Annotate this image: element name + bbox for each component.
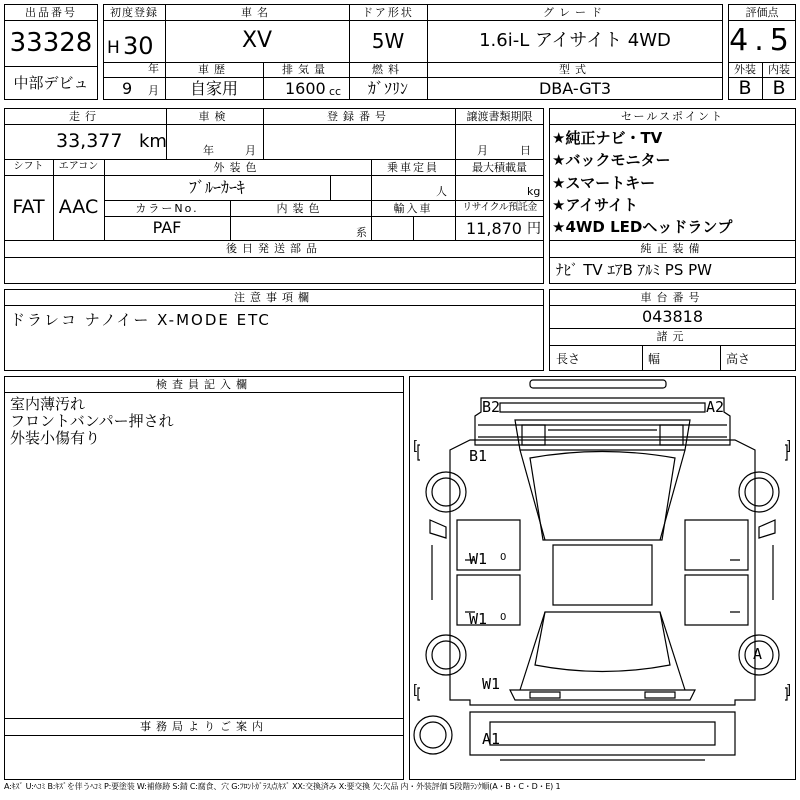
notes-label: 注意事項欄 <box>234 290 314 304</box>
first-reg-month-unit: 月 <box>148 84 159 97</box>
damage-legend: A:ｷｽﾞ U:ﾍｺﾐ B:ｷｽﾞを伴うﾍｺﾐ P:要塗装 W:補修跡 S:錆 C:腐食、穴 G:ﾌﾛﾝﾄｶﾞﾗｽ点ｷｽﾞ XX:交換済み X:要交換 欠:欠品 内・外装評価 5段階ﾗﾝｸ順(A・B・C・D・E) 1 <box>4 782 561 791</box>
mark-w1-rear-door: W1 <box>469 550 488 568</box>
roof-panel <box>553 545 652 605</box>
transfer-doc-label: 譲渡書類期限 <box>466 109 533 123</box>
dimensions-label: 諸元 <box>656 330 689 343</box>
tail-lights <box>522 425 683 445</box>
selling-point-1: ★純正ナビ・TV <box>552 129 663 147</box>
bracket-right-front: ] <box>786 683 792 698</box>
history-value: 自家用 <box>189 78 238 98</box>
inspector-label: 検査員記入欄 <box>156 377 252 391</box>
import-label: 輸入車 <box>393 201 433 215</box>
score-label: 評価点 <box>745 5 779 19</box>
mark-w1-fender: W1 <box>482 675 501 693</box>
rear-bumper-shape <box>475 398 730 445</box>
car-diagram-svg <box>409 376 796 780</box>
mileage-label: 走行 <box>69 109 101 123</box>
body-outline <box>450 440 755 705</box>
dimensions-width: 幅 <box>648 352 661 366</box>
mark-a-wheel: A <box>753 645 763 663</box>
dimensions-length: 長さ <box>556 352 581 366</box>
chassis-value: 043818 <box>641 306 704 326</box>
notes-value: ドラレコ ナノイー X-MODE ETC <box>10 311 271 329</box>
color-no-label: カラーNo. <box>135 201 199 215</box>
shift-value: FAT <box>12 196 45 218</box>
transfer-doc-day-unit: 日 <box>520 144 531 157</box>
selling-point-2: ★バックモニター <box>552 151 671 169</box>
mirrors <box>430 520 775 538</box>
model-code-value: DBA-GT3 <box>538 78 612 98</box>
mileage-value: 33,377 <box>56 130 123 152</box>
inspection-year-unit: 年 <box>203 144 214 157</box>
model-code-label: 型式 <box>559 63 591 76</box>
shift-label: シフト <box>13 161 44 172</box>
int-color-unit: 系 <box>356 226 367 239</box>
recycle-value: 11,870 <box>466 219 522 238</box>
capacity-label: 乗車定員 <box>387 160 439 174</box>
aircon-value: AAC <box>58 196 99 218</box>
exterior-score-label: 外装 <box>734 63 756 76</box>
mark-a1: A1 <box>482 730 501 748</box>
interior-score-label: 内装 <box>768 63 790 76</box>
selling-point-4: ★アイサイト <box>552 196 639 214</box>
grade-label: グレード <box>543 5 607 19</box>
inspector-line-3: 外装小傷有り <box>10 429 101 447</box>
office-label: 事務局よりご案内 <box>140 720 268 733</box>
first-reg-label: 初度登録 <box>110 5 158 19</box>
int-color-label: 内装色 <box>276 201 325 215</box>
genuine-equipment-label: 純正装備 <box>640 242 705 255</box>
dimensions-height: 高さ <box>726 352 751 366</box>
fuel-value: ｶﾞｿﾘﾝ <box>367 78 408 98</box>
windshield <box>535 612 670 672</box>
capacity-unit: 人 <box>436 185 447 198</box>
bracket-right-rear: ] <box>786 439 792 454</box>
headlights <box>530 692 675 698</box>
first-reg-year: 30 <box>123 32 154 60</box>
history-label: 車歴 <box>198 63 230 76</box>
inspection-label: 車検 <box>198 109 231 123</box>
recycle-unit: 円 <box>527 221 541 237</box>
car-name-label: 車名 <box>241 5 273 19</box>
rear-glass <box>530 452 675 541</box>
zero-mark-2: 0 <box>500 612 507 623</box>
ext-color-label: 外装色 <box>213 160 262 174</box>
first-reg-era: H <box>107 38 120 58</box>
max-load-label: 最大積載量 <box>472 160 527 174</box>
displacement-label: 排気量 <box>282 63 330 76</box>
recycle-label: リサイクル預託金 <box>462 202 537 213</box>
displacement-unit: cc <box>329 85 342 98</box>
selling-point-3: ★スマートキー <box>552 174 656 192</box>
selling-point-5: ★4WD LEDヘッドランプ <box>552 218 733 236</box>
mileage-unit: km <box>139 131 167 152</box>
aircon-label: エアコン <box>58 161 99 172</box>
selling-points-label: セールスポイント <box>620 109 724 123</box>
bracket-left-rear: [ <box>413 439 419 454</box>
zero-mark-1: 0 <box>500 552 507 563</box>
exterior-score: B <box>738 77 752 99</box>
top-trim-shape <box>530 380 666 388</box>
transfer-doc-month-unit: 月 <box>477 144 488 157</box>
later-parts-label: 後日発送部品 <box>226 242 322 255</box>
reg-number-label: 登録番号 <box>327 109 391 123</box>
debut-label: 中部デビュ <box>13 73 89 92</box>
max-load-unit: kg <box>527 185 541 198</box>
mark-b2: B2 <box>482 398 501 416</box>
car-name-value: XV <box>241 28 273 53</box>
right-handles <box>730 560 740 612</box>
ext-color-value: ﾌﾞﾙｰｶｰｷ <box>188 177 245 197</box>
first-reg-month: 9 <box>122 79 133 98</box>
front-bumper-shape <box>470 712 735 755</box>
score-value: 4.5 <box>729 23 795 58</box>
door-value: 5W <box>371 29 405 53</box>
door-label: ドア形状 <box>362 5 414 19</box>
displacement-value: 1600 <box>285 79 326 98</box>
bracket-left-front: [ <box>413 683 419 698</box>
lot-label: 出品番号 <box>25 5 77 19</box>
first-reg-year-unit: 年 <box>148 62 159 75</box>
right-doors <box>685 520 748 625</box>
interior-score: B <box>772 77 786 99</box>
mark-w1-front-door: W1 <box>469 610 488 628</box>
left-doors <box>457 520 520 628</box>
grade-value: 1.6i-L アイサイト 4WD <box>479 30 671 51</box>
color-no-value: PAF <box>152 218 182 237</box>
inspector-line-1: 室内薄汚れ <box>10 395 86 413</box>
pillars <box>520 450 685 690</box>
rear-bumper-lines <box>478 425 727 437</box>
lot-number: 33328 <box>9 28 93 58</box>
genuine-equipment-value: ﾅﾋﾞ TV ｴｱB ｱﾙﾐ PS PW <box>556 261 712 279</box>
damage-diagram <box>409 376 796 780</box>
chassis-label: 車台番号 <box>640 290 705 304</box>
mark-b1: B1 <box>469 447 488 465</box>
mark-a2: A2 <box>706 398 725 416</box>
fuel-label: 燃料 <box>372 63 404 76</box>
inspector-line-2: フロントバンパー押され <box>10 412 174 430</box>
inspection-month-unit: 月 <box>245 144 256 157</box>
